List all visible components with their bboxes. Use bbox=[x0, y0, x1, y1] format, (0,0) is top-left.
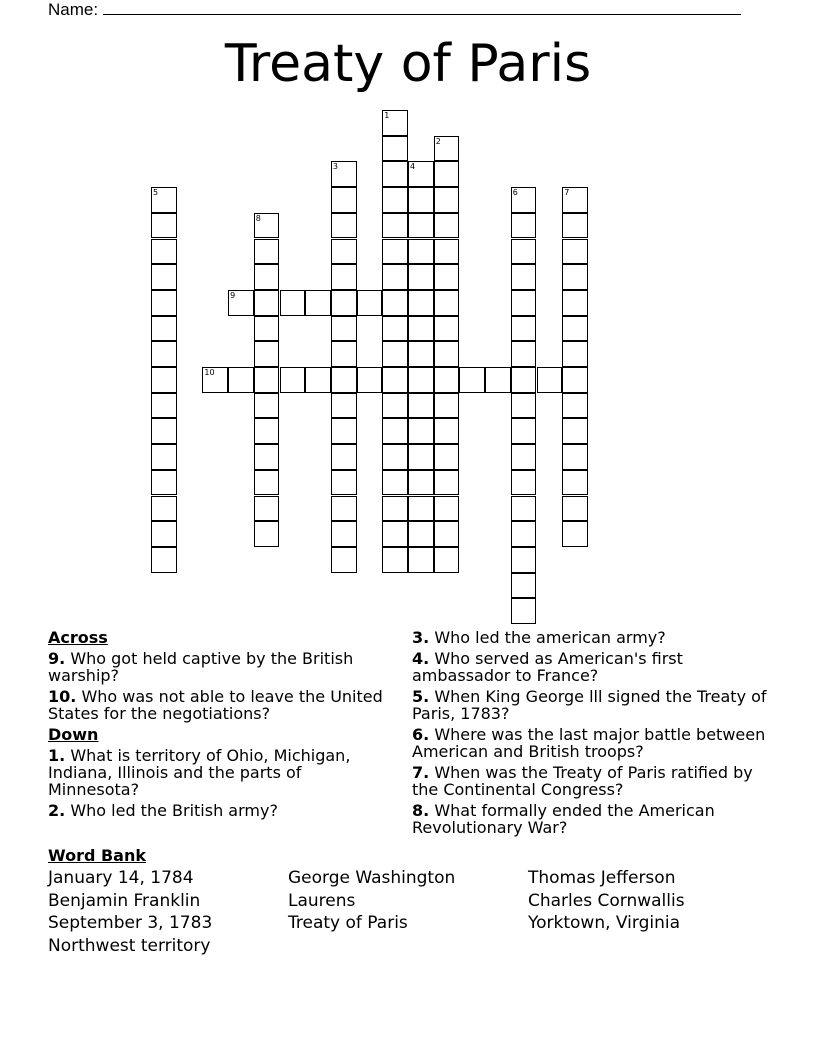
grid-cell[interactable] bbox=[562, 444, 588, 470]
clue-down-1 bbox=[48, 747, 388, 798]
clue-down-7 bbox=[412, 764, 772, 798]
grid-cell[interactable] bbox=[254, 316, 280, 342]
word-bank-item: Charles Cornwallis bbox=[528, 890, 685, 911]
grid-cell[interactable] bbox=[382, 521, 408, 547]
clue-text: Who led the British army? bbox=[70, 801, 278, 820]
grid-cell[interactable] bbox=[331, 470, 357, 496]
grid-cell[interactable] bbox=[382, 161, 408, 187]
grid-cell[interactable] bbox=[254, 521, 280, 547]
grid-cell[interactable] bbox=[511, 444, 537, 470]
word-bank-title: Word Bank bbox=[48, 846, 147, 865]
grid-cell[interactable] bbox=[331, 316, 357, 342]
grid-cell[interactable] bbox=[151, 341, 177, 367]
clue-number: 2. bbox=[48, 801, 66, 820]
grid-cell[interactable] bbox=[254, 496, 280, 522]
grid-cell[interactable] bbox=[562, 393, 588, 419]
clue-text: What formally ended the American Revolutionary War? bbox=[412, 801, 715, 837]
clue-number: 9. bbox=[48, 649, 66, 668]
grid-cell[interactable] bbox=[511, 521, 537, 547]
grid-cell[interactable] bbox=[382, 136, 408, 162]
grid-cell[interactable] bbox=[434, 239, 460, 265]
clue-text: Who got held captive by the British warship? bbox=[48, 649, 354, 685]
grid-cell[interactable] bbox=[562, 213, 588, 239]
grid-cell[interactable] bbox=[305, 290, 331, 316]
grid-cell[interactable] bbox=[331, 341, 357, 367]
clue-down-4 bbox=[412, 650, 772, 684]
grid-cell[interactable] bbox=[408, 496, 434, 522]
grid-cell[interactable] bbox=[408, 341, 434, 367]
clue-down-6 bbox=[412, 726, 772, 760]
grid-cell[interactable] bbox=[151, 393, 177, 419]
grid-cell[interactable] bbox=[254, 393, 280, 419]
grid-cell[interactable] bbox=[331, 418, 357, 444]
grid-cell[interactable] bbox=[331, 496, 357, 522]
grid-cell[interactable] bbox=[511, 290, 537, 316]
grid-cell[interactable] bbox=[151, 264, 177, 290]
clue-text: Where was the last major battle between American and British troops? bbox=[412, 725, 766, 761]
grid-cell[interactable] bbox=[151, 496, 177, 522]
grid-clue-number: 3 bbox=[332, 162, 338, 172]
clue-number: 5. bbox=[412, 687, 430, 706]
grid-cell[interactable] bbox=[434, 418, 460, 444]
grid-cell[interactable] bbox=[382, 444, 408, 470]
grid-cell[interactable] bbox=[254, 367, 280, 393]
grid-cell[interactable] bbox=[331, 213, 357, 239]
grid-cell[interactable] bbox=[511, 470, 537, 496]
across-heading: Across bbox=[48, 628, 108, 647]
grid-cell[interactable] bbox=[562, 418, 588, 444]
grid-cell[interactable] bbox=[562, 367, 588, 393]
grid-cell[interactable] bbox=[434, 496, 460, 522]
grid-cell[interactable] bbox=[511, 264, 537, 290]
clues-right-column bbox=[412, 629, 772, 840]
word-bank-item: Treaty of Paris bbox=[288, 913, 408, 933]
grid-cell[interactable] bbox=[382, 470, 408, 496]
word-bank-item: Thomas Jefferson bbox=[528, 868, 676, 888]
grid-cell[interactable] bbox=[331, 393, 357, 419]
clue-number: 1. bbox=[48, 746, 66, 765]
grid-cell[interactable] bbox=[511, 496, 537, 522]
grid-cell[interactable] bbox=[331, 367, 357, 393]
grid-cell[interactable] bbox=[382, 341, 408, 367]
clue-number: 8. bbox=[412, 801, 430, 820]
grid-cell[interactable] bbox=[151, 367, 177, 393]
grid-cell[interactable] bbox=[151, 239, 177, 265]
clue-text: What is territory of Ohio, Michigan, Indiana, Illinois and the parts of Minnesota? bbox=[48, 746, 351, 799]
grid-cell[interactable] bbox=[408, 393, 434, 419]
grid-clue-number: 5 bbox=[153, 188, 159, 198]
grid-cell[interactable] bbox=[408, 418, 434, 444]
clue-text: Who led the american army? bbox=[434, 628, 666, 647]
word-bank-item: Yorktown, Virginia bbox=[528, 913, 681, 933]
grid-cell[interactable] bbox=[280, 290, 306, 316]
grid-cell[interactable] bbox=[408, 470, 434, 496]
grid-cell[interactable] bbox=[511, 213, 537, 239]
grid-cell[interactable] bbox=[562, 290, 588, 316]
grid-cell[interactable] bbox=[408, 187, 434, 213]
grid-cell[interactable] bbox=[151, 444, 177, 470]
clues-left-column bbox=[48, 629, 388, 823]
grid-cell[interactable] bbox=[408, 316, 434, 342]
clue-text: When King George lll signed the Treaty of Paris, 1783? bbox=[412, 687, 767, 723]
grid-cell[interactable] bbox=[562, 521, 588, 547]
grid-cell[interactable] bbox=[254, 239, 280, 265]
grid-cell[interactable] bbox=[459, 367, 485, 393]
word-bank-column-2 bbox=[288, 867, 455, 935]
clue-across-10 bbox=[48, 688, 388, 722]
grid-cell[interactable] bbox=[562, 316, 588, 342]
clue-down-5 bbox=[412, 688, 772, 722]
clue-number: 3. bbox=[412, 628, 430, 647]
grid-cell[interactable] bbox=[511, 316, 537, 342]
grid-cell[interactable] bbox=[331, 239, 357, 265]
grid-clue-number: 8 bbox=[255, 213, 261, 223]
grid-cell[interactable] bbox=[408, 264, 434, 290]
grid-cell[interactable] bbox=[434, 444, 460, 470]
grid-cell[interactable] bbox=[331, 264, 357, 290]
grid-cell[interactable] bbox=[151, 290, 177, 316]
grid-cell[interactable] bbox=[434, 521, 460, 547]
grid-cell[interactable] bbox=[382, 316, 408, 342]
page-title: Treaty of Paris bbox=[224, 34, 592, 94]
grid-cell[interactable] bbox=[254, 418, 280, 444]
grid-cell[interactable] bbox=[511, 598, 537, 624]
grid-cell[interactable] bbox=[382, 393, 408, 419]
grid-cell[interactable] bbox=[331, 187, 357, 213]
grid-cell[interactable] bbox=[382, 367, 408, 393]
grid-clue-number: 2 bbox=[435, 136, 441, 146]
grid-cell[interactable] bbox=[151, 316, 177, 342]
grid-cell[interactable] bbox=[408, 367, 434, 393]
grid-cell[interactable] bbox=[228, 367, 254, 393]
grid-cell[interactable] bbox=[434, 161, 460, 187]
grid-cell[interactable] bbox=[408, 213, 434, 239]
grid-cell[interactable] bbox=[305, 367, 331, 393]
grid-cell[interactable] bbox=[280, 367, 306, 393]
grid-cell[interactable] bbox=[408, 547, 434, 573]
grid-cell[interactable] bbox=[511, 239, 537, 265]
grid-cell[interactable] bbox=[254, 264, 280, 290]
grid-cell[interactable] bbox=[382, 187, 408, 213]
grid-cell[interactable] bbox=[434, 264, 460, 290]
word-bank-item: January 14, 1784 bbox=[48, 868, 194, 888]
grid-cell[interactable] bbox=[434, 547, 460, 573]
grid-cell[interactable] bbox=[408, 239, 434, 265]
grid-cell[interactable] bbox=[331, 521, 357, 547]
grid-clue-number: 7 bbox=[564, 188, 570, 198]
word-bank-column-3 bbox=[528, 867, 685, 935]
grid-cell[interactable] bbox=[254, 341, 280, 367]
grid-cell[interactable] bbox=[511, 547, 537, 573]
grid-cell[interactable] bbox=[511, 573, 537, 599]
grid-cell[interactable] bbox=[382, 239, 408, 265]
grid-cell[interactable] bbox=[151, 547, 177, 573]
clue-text: Who was not able to leave the United States for the negotiations? bbox=[48, 687, 383, 723]
grid-cell[interactable] bbox=[537, 367, 563, 393]
grid-cell[interactable] bbox=[331, 290, 357, 316]
grid-cell[interactable] bbox=[434, 470, 460, 496]
grid-cell[interactable] bbox=[382, 264, 408, 290]
grid-cell[interactable] bbox=[434, 367, 460, 393]
grid-cell[interactable] bbox=[357, 367, 383, 393]
word-bank-item: George Washington bbox=[288, 868, 456, 888]
clue-down-8 bbox=[412, 802, 772, 836]
grid-cell[interactable] bbox=[562, 264, 588, 290]
word-bank-item: Northwest territory bbox=[48, 935, 211, 956]
grid-cell[interactable] bbox=[357, 290, 383, 316]
grid-clue-number: 4 bbox=[410, 162, 416, 172]
word-bank-column-1 bbox=[48, 867, 212, 957]
grid-cell[interactable] bbox=[511, 393, 537, 419]
grid-cell[interactable] bbox=[151, 418, 177, 444]
clue-number: 7. bbox=[412, 763, 430, 782]
grid-cell[interactable] bbox=[254, 290, 280, 316]
grid-cell[interactable] bbox=[382, 496, 408, 522]
grid-cell[interactable] bbox=[562, 341, 588, 367]
grid-cell[interactable] bbox=[408, 444, 434, 470]
clue-number: 10. bbox=[48, 687, 77, 706]
clue-across-9 bbox=[48, 650, 388, 684]
grid-cell[interactable] bbox=[434, 290, 460, 316]
clue-down-3 bbox=[412, 629, 772, 646]
grid-cell[interactable] bbox=[562, 496, 588, 522]
grid-cell[interactable] bbox=[434, 213, 460, 239]
word-bank-item: September 3, 1783 bbox=[48, 913, 213, 933]
grid-cell[interactable] bbox=[562, 239, 588, 265]
grid-clue-number: 6 bbox=[512, 188, 518, 198]
grid-cell[interactable] bbox=[434, 341, 460, 367]
grid-cell[interactable] bbox=[382, 547, 408, 573]
word-bank-item: Laurens bbox=[288, 890, 356, 911]
clue-text: Who served as American's first ambassador to France? bbox=[412, 649, 683, 685]
grid-cell[interactable] bbox=[382, 290, 408, 316]
grid-cell[interactable] bbox=[434, 316, 460, 342]
grid-cell[interactable] bbox=[151, 470, 177, 496]
clue-number: 4. bbox=[412, 649, 430, 668]
grid-cell[interactable] bbox=[562, 470, 588, 496]
grid-cell[interactable] bbox=[511, 418, 537, 444]
clue-number: 6. bbox=[412, 725, 430, 744]
grid-clue-number: 9 bbox=[230, 290, 236, 300]
grid-cell[interactable] bbox=[485, 367, 511, 393]
clue-text: When was the Treaty of Paris ratified by the Continental Congress? bbox=[412, 763, 753, 799]
grid-cell[interactable] bbox=[511, 341, 537, 367]
word-bank-item: Benjamin Franklin bbox=[48, 890, 201, 911]
grid-cell[interactable] bbox=[382, 418, 408, 444]
grid-cell[interactable] bbox=[331, 444, 357, 470]
grid-cell[interactable] bbox=[254, 470, 280, 496]
clue-down-2 bbox=[48, 802, 388, 819]
grid-clue-number: 10 bbox=[204, 368, 215, 377]
grid-cell[interactable] bbox=[151, 521, 177, 547]
grid-cell[interactable] bbox=[511, 367, 537, 393]
grid-cell[interactable] bbox=[331, 547, 357, 573]
grid-clue-number: 1 bbox=[384, 111, 390, 120]
grid-cell[interactable] bbox=[434, 187, 460, 213]
grid-cell[interactable] bbox=[408, 290, 434, 316]
grid-cell[interactable] bbox=[408, 521, 434, 547]
grid-cell[interactable] bbox=[151, 213, 177, 239]
name-label: Name: bbox=[48, 0, 99, 19]
grid-cell[interactable] bbox=[382, 213, 408, 239]
down-heading: Down bbox=[48, 725, 99, 744]
grid-cell[interactable] bbox=[434, 393, 460, 419]
grid-cell[interactable] bbox=[254, 444, 280, 470]
